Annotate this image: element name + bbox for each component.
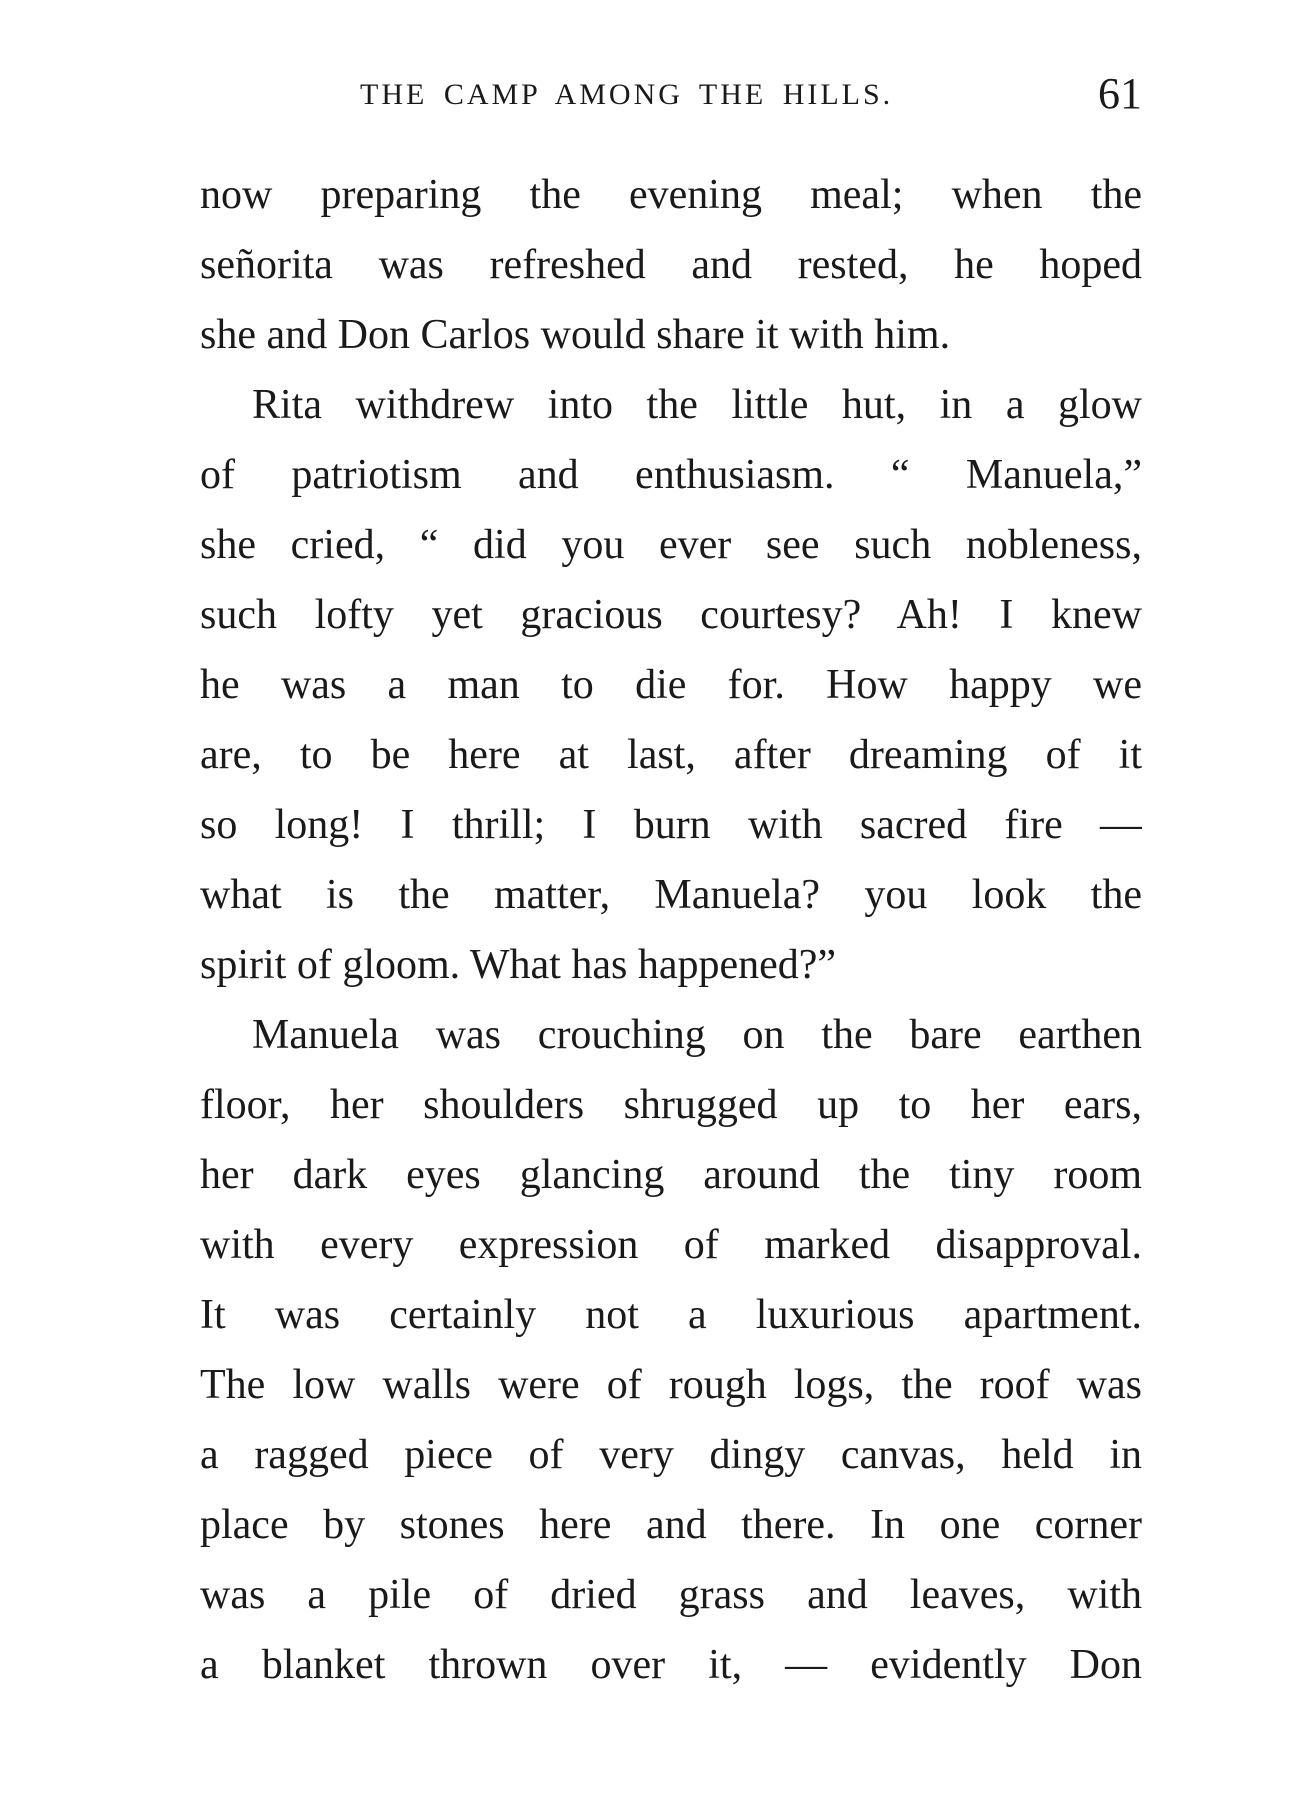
text-line: a blanket thrown over it, — evidently Don	[200, 1642, 1142, 1688]
text-line: such lofty yet gracious courtesy? Ah! I knew	[200, 592, 1142, 638]
text-line: with every expression of marked disapproval.	[200, 1222, 1142, 1268]
paragraph	[200, 1000, 1142, 1700]
text-line: spirit of gloom. What has happened?”	[200, 942, 837, 988]
body-text	[200, 160, 1142, 1700]
text-line: are, to be here at last, after dreaming of it	[200, 732, 1142, 778]
running-title: THE CAMP AMONG THE HILLS.	[360, 78, 894, 111]
paragraph	[200, 160, 1142, 370]
text-line: The low walls were of rough logs, the roof was	[200, 1362, 1142, 1408]
text-line: so long! I thrill; I burn with sacred fire —	[200, 802, 1142, 848]
page-number: 61	[1098, 69, 1142, 118]
text-line: It was certainly not a luxurious apartment.	[200, 1292, 1142, 1338]
text-line: floor, her shoulders shrugged up to her ears,	[200, 1082, 1142, 1128]
text-line: was a pile of dried grass and leaves, with	[200, 1572, 1142, 1618]
text-line: her dark eyes glancing around the tiny room	[200, 1152, 1142, 1198]
paragraph	[200, 370, 1142, 1000]
text-line: señorita was refreshed and rested, he hoped	[200, 242, 1142, 288]
text-line: now preparing the evening meal; when the	[200, 172, 1142, 218]
text-line: Manuela was crouching on the bare earthen	[252, 1012, 1142, 1058]
text-line: place by stones here and there. In one corner	[200, 1502, 1142, 1548]
text-line: he was a man to die for. How happy we	[200, 662, 1142, 708]
text-line: she and Don Carlos would share it with him.	[200, 312, 951, 358]
text-line: she cried, “ did you ever see such nobleness,	[200, 522, 1142, 568]
running-header	[360, 70, 1160, 120]
text-line: what is the matter, Manuela? you look the	[200, 872, 1142, 918]
text-line: Rita withdrew into the little hut, in a glow	[252, 382, 1142, 428]
text-line: of patriotism and enthusiasm. “ Manuela,”	[200, 452, 1142, 498]
text-line: a ragged piece of very dingy canvas, held in	[200, 1432, 1142, 1478]
